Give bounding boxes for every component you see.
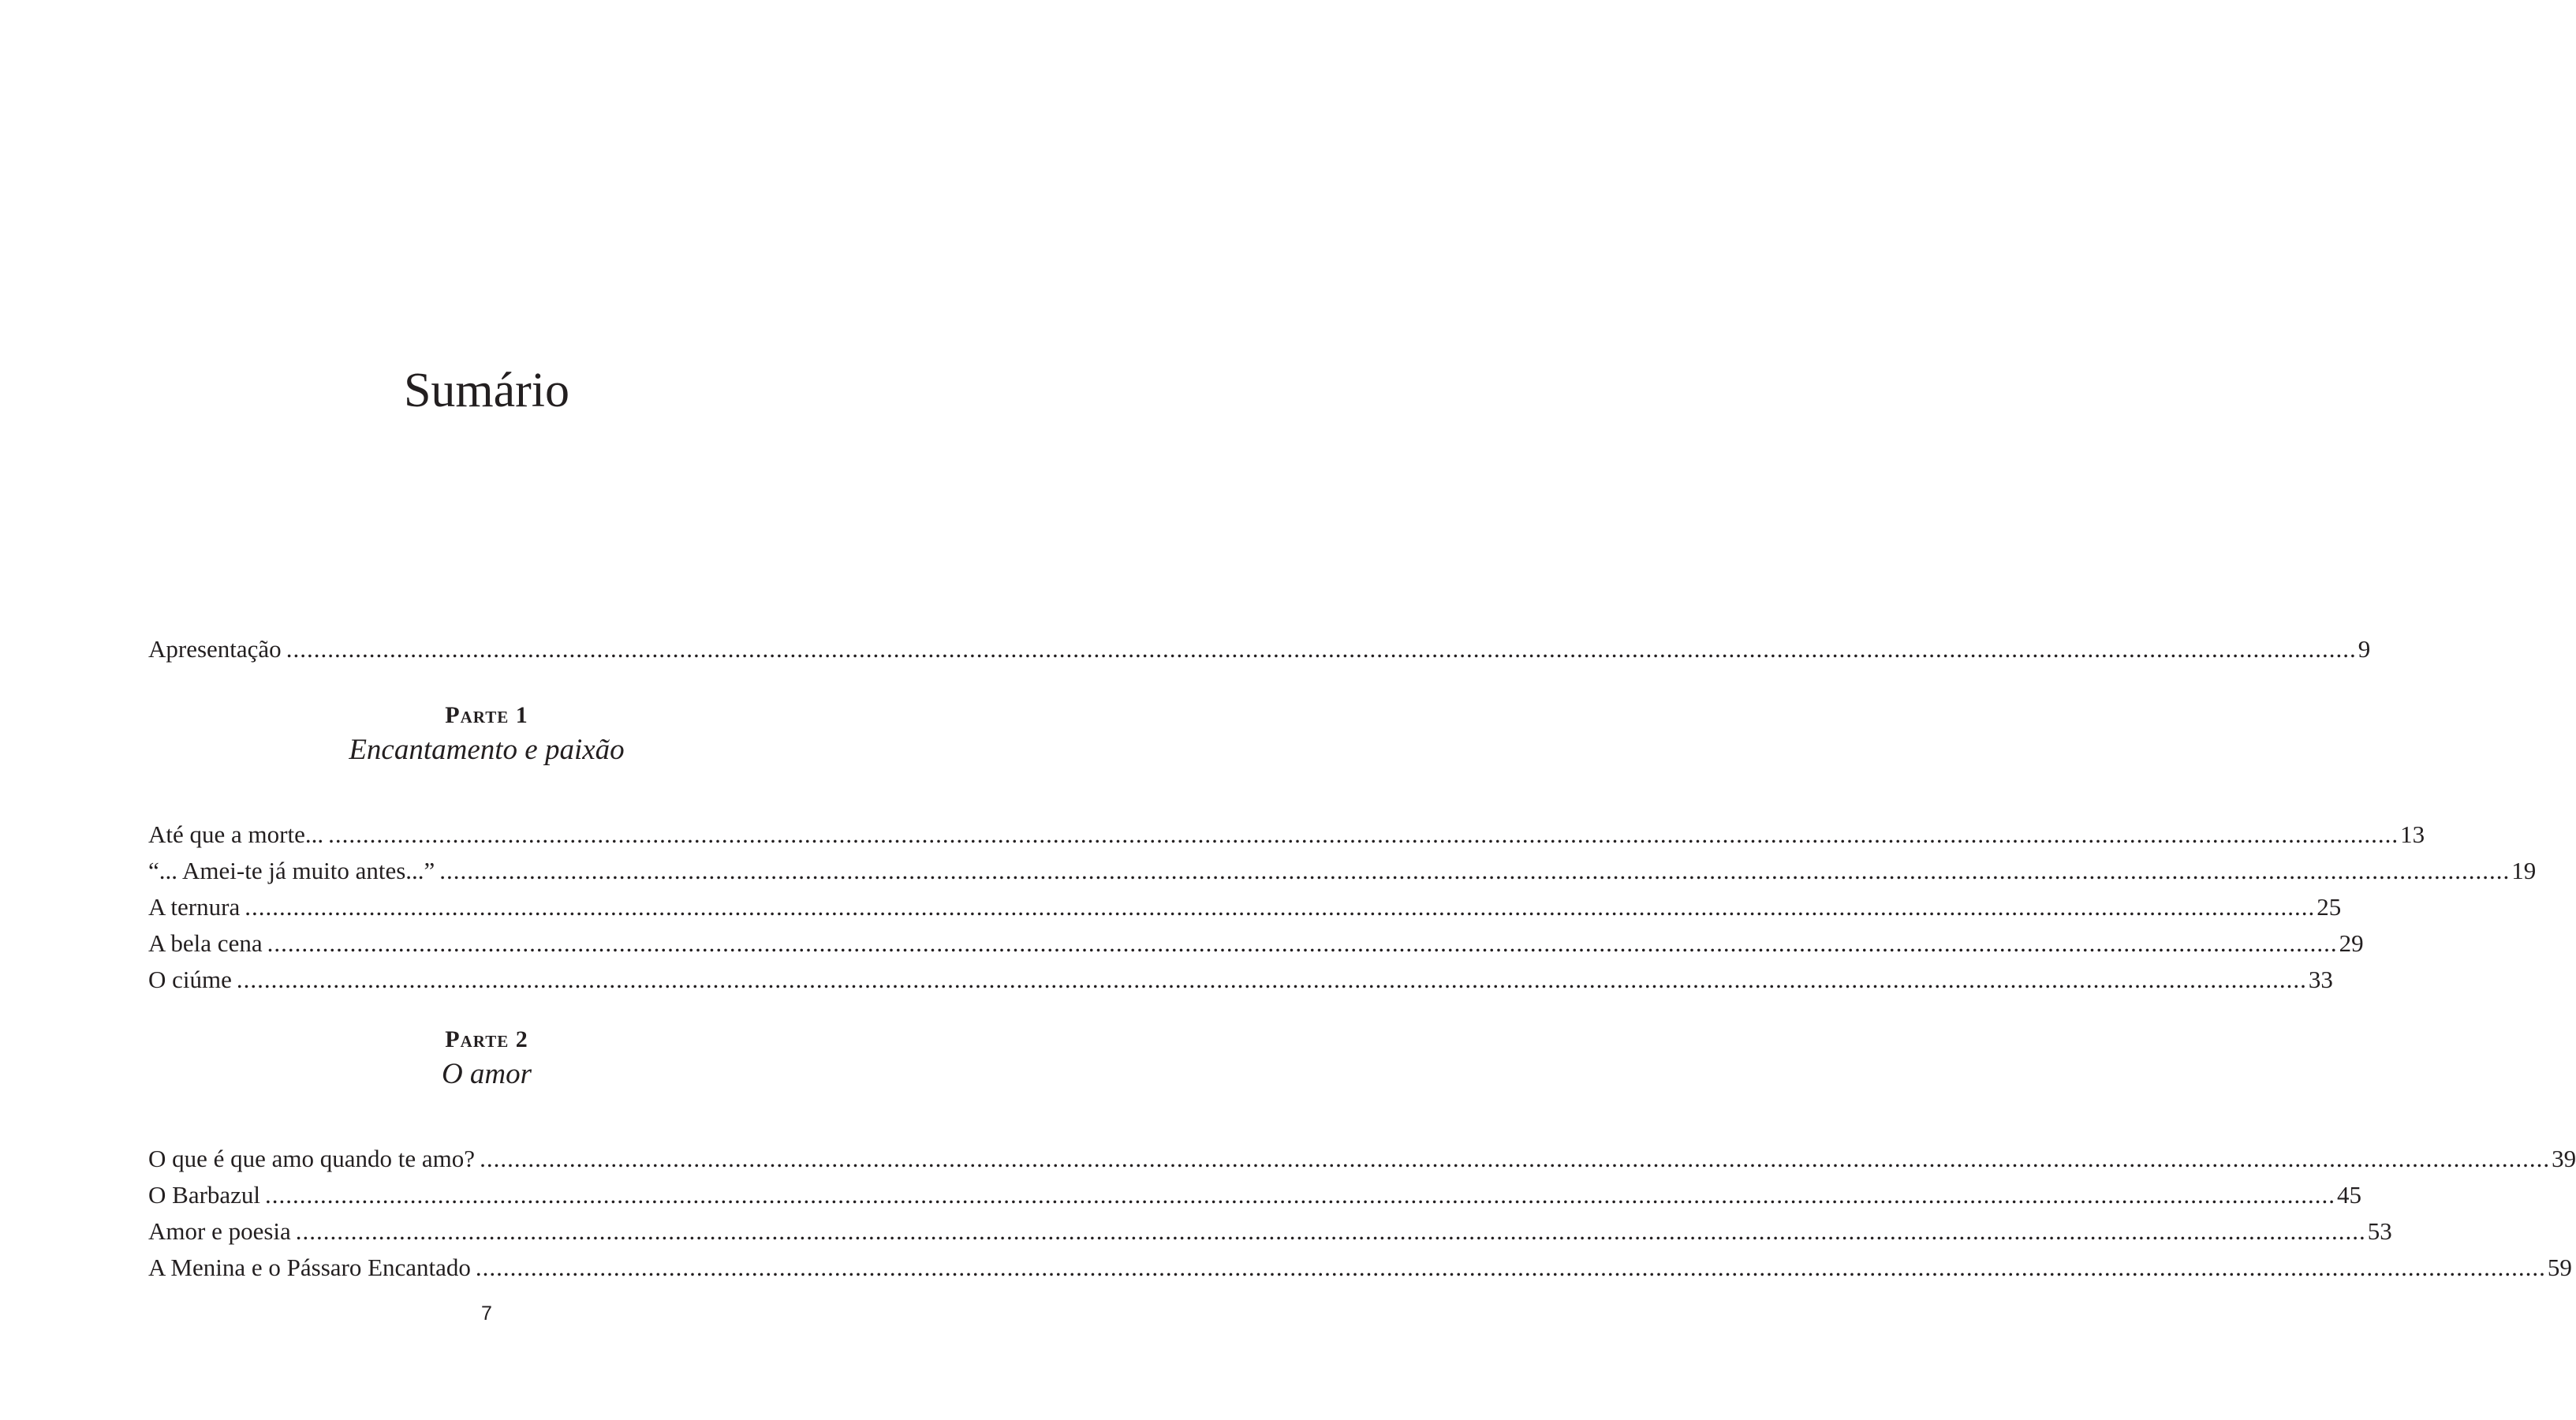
dot-leader: ............................................................................................................................................................................................................................................................................................................	[245, 893, 2316, 921]
toc-entry-title: O Barbazul	[148, 1181, 261, 1209]
toc-entry-title: A ternura	[148, 893, 241, 921]
part-label: Parte 2	[445, 1026, 528, 1052]
part-subtitle: O amor	[441, 1058, 532, 1090]
toc-entry	[148, 1213, 2392, 1250]
part-2-heading	[0, 1024, 973, 1093]
toc-entry-page: 39	[2552, 1145, 2576, 1172]
toc-entry-title: A Menina e o Pássaro Encantado	[148, 1254, 471, 1281]
part-subtitle: Encantamento e paixão	[349, 734, 625, 766]
toc-entry-page: 33	[2308, 966, 2333, 993]
dot-leader: ............................................................................................................................................................................................................................................................................................................	[236, 966, 2307, 993]
toc-entry-page: 9	[2358, 635, 2371, 663]
toc-entry-title: O ciúme	[148, 966, 232, 993]
toc-entry	[148, 1250, 2572, 1286]
part-1-heading	[0, 700, 973, 769]
toc-part-1	[148, 816, 2537, 998]
dot-leader: ............................................................................................................................................................................................................................................................................................................	[475, 1254, 2546, 1281]
toc-entry-title: Amor e poesia	[148, 1217, 291, 1245]
toc-entry-title: “... Amei-te já muito antes...”	[148, 857, 435, 884]
toc-entry-page: 45	[2337, 1181, 2362, 1209]
toc-entry	[148, 962, 2333, 998]
toc-entry	[148, 889, 2342, 925]
dot-leader: ............................................................................................................................................................................................................................................................................................................	[295, 1217, 2366, 1245]
page-number: 7	[481, 1302, 492, 1325]
toc-entry	[148, 925, 2364, 962]
dot-leader: ............................................................................................................................................................................................................................................................................................................	[265, 1181, 2336, 1209]
toc-entry-page: 29	[2339, 929, 2364, 957]
dot-leader: ............................................................................................................................................................................................................................................................................................................	[267, 929, 2338, 957]
dot-leader: ............................................................................................................................................................................................................................................................................................................	[439, 857, 2511, 884]
toc-entry	[148, 1177, 2362, 1213]
dot-leader: ............................................................................................................................................................................................................................................................................................................	[480, 1145, 2551, 1172]
dot-leader: ............................................................................................................................................................................................................................................................................................................	[328, 820, 2399, 848]
toc-part-2	[148, 1141, 2576, 1286]
part-label: Parte 1	[445, 702, 528, 728]
toc-entry	[148, 816, 2425, 853]
toc-entry-page: 53	[2367, 1217, 2392, 1245]
toc-entry-page: 59	[2547, 1254, 2572, 1281]
page-title: Sumário	[403, 364, 570, 417]
toc-entry-page: 19	[2511, 857, 2537, 884]
toc-entry-title: A bela cena	[148, 929, 263, 957]
toc-entry	[148, 853, 2537, 889]
toc-entry	[148, 1141, 2576, 1177]
toc-entry-page: 25	[2317, 893, 2342, 921]
toc-entry-apresentacao	[148, 631, 2371, 667]
toc-entry-title: O que é que amo quando te amo?	[148, 1145, 476, 1172]
toc-entry-page: 13	[2400, 820, 2425, 848]
toc-entry-title: Apresentação	[148, 635, 282, 663]
dot-leader: ............................................................................................................................................................................................................................................................................................................	[286, 635, 2357, 663]
toc-entry-title: Até que a morte...	[148, 820, 324, 848]
toc-intro	[148, 631, 2371, 667]
